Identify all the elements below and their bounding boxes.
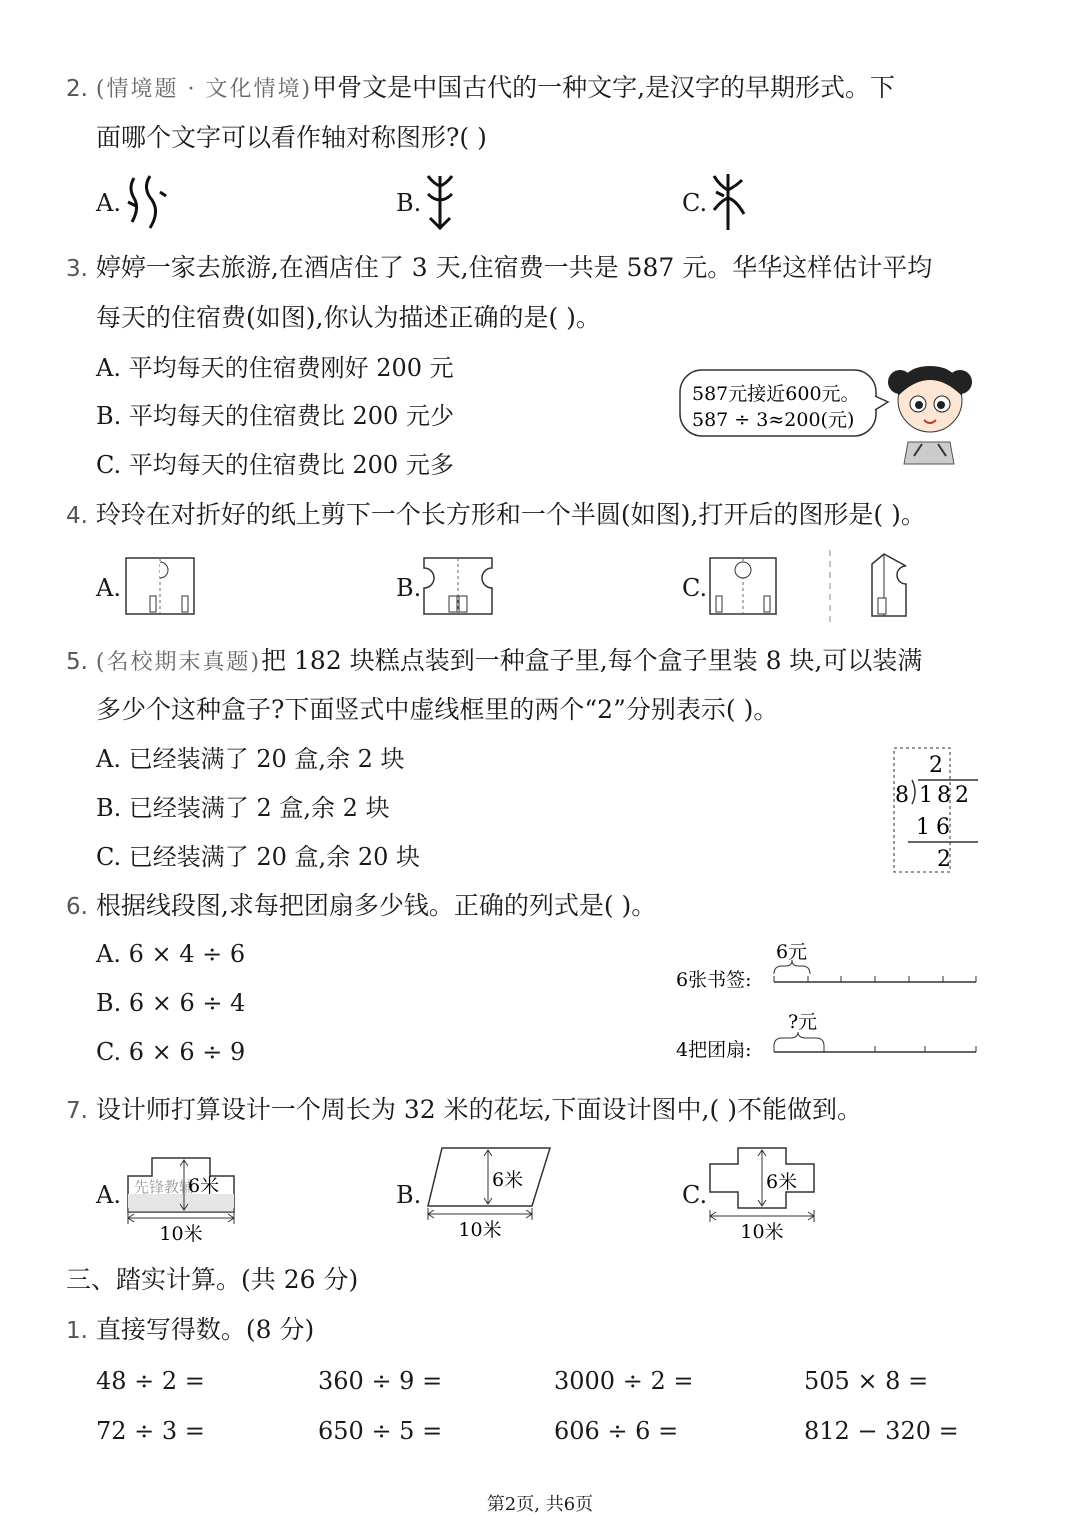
q7-option-c-label: C. — [682, 1181, 708, 1209]
q3-option-a: A. 平均每天的住宿费刚好 200 元 — [96, 354, 454, 382]
q4-shape-c — [708, 556, 780, 618]
q7-c-width: 10米 — [740, 1221, 784, 1242]
q6-line1: 6. 根据线段图,求每把团扇多少钱。正确的列式是( )。 — [66, 891, 657, 920]
q3-option-c: C. 平均每天的住宿费比 200 元多 — [96, 451, 454, 479]
q4-line1: 4. 玲玲在对折好的纸上剪下一个长方形和一个半圆(如图),打开后的图形是( )。 — [66, 500, 926, 529]
q6-segment-diagram — [672, 936, 984, 1064]
q2-line1: 2. (情境题 · 文化情境)甲骨文是中国古代的一种文字,是汉字的早期形式。下 — [66, 73, 896, 102]
q7-shape-a — [124, 1152, 244, 1244]
q4-folded-paper — [826, 548, 916, 624]
q7-b-height: 6米 — [492, 1169, 524, 1191]
oracle-glyph-c-icon — [706, 170, 750, 234]
q3-line2: 每天的住宿费(如图),你认为描述正确的是( )。 — [96, 303, 601, 332]
q5-option-a: A. 已经装满了 20 盒,余 2 块 — [96, 745, 405, 773]
section3-sub-title: 1. 直接写得数。(8 分) — [66, 1315, 315, 1344]
q3-option-b: B. 平均每天的住宿费比 200 元少 — [96, 402, 454, 430]
oracle-glyph-b-icon — [420, 170, 460, 234]
q7-a-height: 6米 — [188, 1175, 220, 1197]
q6-option-b: B. 6 × 6 ÷ 4 — [96, 989, 246, 1017]
calc-r1-c2: 360 ÷ 9 = — [318, 1367, 443, 1395]
q5-option-b: B. 已经装满了 2 盒,余 2 块 — [96, 794, 390, 822]
q2-option-a-label: A. — [96, 189, 121, 217]
q7-c-height: 6米 — [766, 1171, 798, 1193]
q4-option-c-label: C. — [682, 574, 708, 602]
q2-line2: 面哪个文字可以看作轴对称图形?( ) — [96, 123, 487, 152]
calc-r2-c2: 650 ÷ 5 = — [318, 1417, 443, 1445]
q7-shape-b — [424, 1144, 554, 1242]
q5-line2: 多少个这种盒子?下面竖式中虚线框里的两个“2”分别表示( )。 — [96, 695, 779, 724]
calc-r2-c3: 606 ÷ 6 = — [554, 1417, 679, 1445]
q3-speech-illustration — [676, 352, 976, 470]
q2-option-b-label: B. — [396, 189, 422, 217]
division-divisor: 8 — [895, 783, 909, 808]
bubble-line2: 587 ÷ 3≈200(元) — [692, 409, 855, 431]
q4-option-b-label: B. — [396, 574, 422, 602]
q4-shape-b — [422, 556, 496, 618]
q3-line1: 3. 婷婷一家去旅游,在酒店住了 3 天,住宿费一共是 587 元。华华这样估计平均 — [66, 253, 933, 282]
row2-brace-label: ?元 — [788, 1011, 818, 1033]
girl-character-icon — [888, 366, 972, 464]
q5-long-division — [888, 744, 984, 876]
q2-option-c-label: C. — [682, 189, 708, 217]
division-remainder: 2 — [937, 847, 951, 872]
section3-title: 三、踏实计算。(共 26 分) — [66, 1265, 359, 1294]
division-product: 16 — [916, 815, 956, 840]
watermark-text: 先锋教辅 — [134, 1178, 195, 1196]
calc-r1-c4: 505 × 8 = — [804, 1367, 929, 1395]
q4-shape-a — [124, 556, 196, 618]
calc-r1-c1: 48 ÷ 2 = — [96, 1367, 205, 1395]
q7-line1: 7. 设计师打算设计一个周长为 32 米的花坛,下面设计图中,( )不能做到。 — [66, 1095, 862, 1124]
q6-option-a: A. 6 × 4 ÷ 6 — [96, 940, 246, 968]
calc-r2-c1: 72 ÷ 3 = — [96, 1417, 205, 1445]
page-footer: 第2页, 共6页 — [486, 1494, 594, 1515]
row2-label: 4把团扇: — [676, 1039, 752, 1061]
q6-option-c: C. 6 × 6 ÷ 9 — [96, 1038, 246, 1066]
q7-shape-c — [706, 1144, 822, 1242]
row1-brace-label: 6元 — [776, 941, 808, 963]
calc-r1-c3: 3000 ÷ 2 = — [554, 1367, 694, 1395]
q7-option-a-label: A. — [96, 1181, 121, 1209]
division-quotient: 2 — [929, 753, 943, 778]
q4-option-a-label: A. — [96, 574, 121, 602]
oracle-glyph-a-icon — [122, 172, 168, 234]
bubble-line1: 587元接近600元。 — [692, 383, 860, 405]
q7-b-width: 10米 — [458, 1219, 502, 1241]
row1-label: 6张书签: — [676, 969, 752, 991]
q7-option-b-label: B. — [396, 1181, 422, 1209]
q5-option-c: C. 已经装满了 20 盒,余 20 块 — [96, 843, 420, 871]
q5-line1: 5. (名校期末真题)把 182 块糕点装到一种盒子里,每个盒子里装 8 块,可以装满 — [66, 646, 923, 675]
division-dividend: 182 — [919, 783, 973, 808]
calc-r2-c4: 812 − 320 = — [804, 1417, 959, 1445]
q7-a-width: 10米 — [159, 1223, 203, 1244]
